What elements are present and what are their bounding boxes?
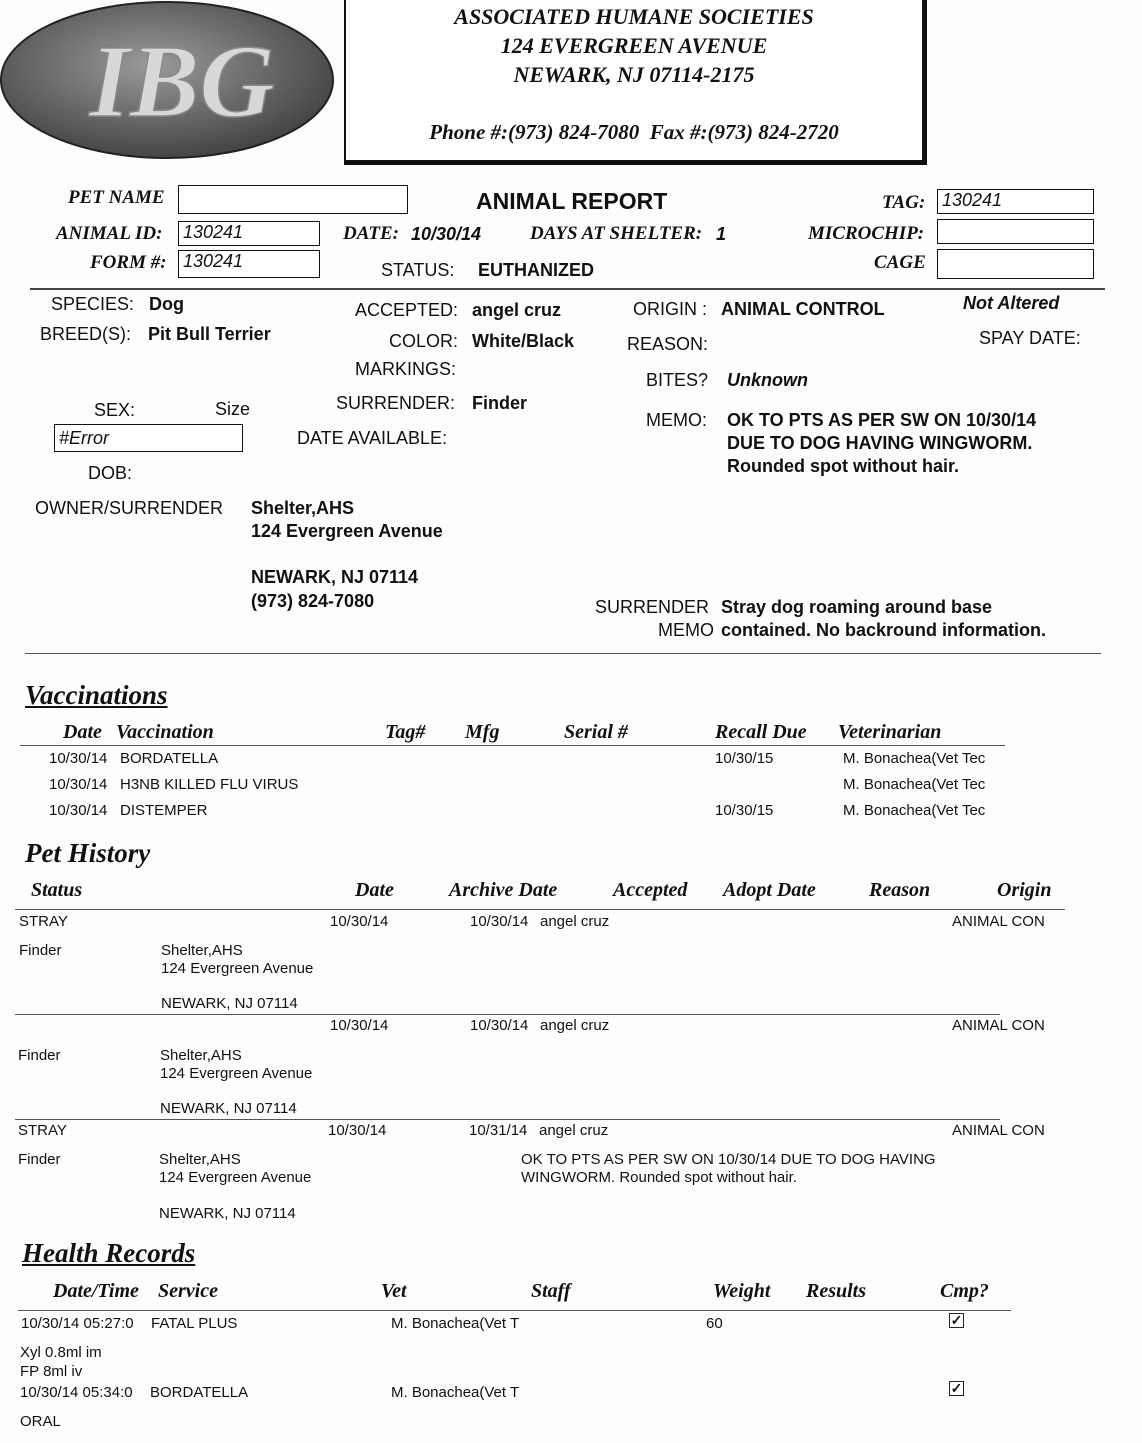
origin-label: ORIGIN : xyxy=(633,299,708,319)
complete-checkbox: ✓ xyxy=(950,1312,963,1328)
microchip-label: MICROCHIP: xyxy=(808,223,925,244)
health-datetime: 10/30/14 05:34:0 xyxy=(20,1384,133,1401)
memo-label: MEMO: xyxy=(646,410,707,430)
health-service: BORDATELLA xyxy=(150,1384,249,1401)
color-value: White/Black xyxy=(472,331,575,351)
health-datetime: 10/30/14 05:27:0 xyxy=(21,1315,134,1332)
vacc-name: BORDATELLA xyxy=(120,750,219,767)
vacc-recall: 10/30/15 xyxy=(715,750,774,767)
health-note: FP 8ml iv xyxy=(20,1363,83,1380)
vacc-col-serial: Serial # xyxy=(564,721,628,743)
hist-archive: 10/30/14 xyxy=(470,1017,529,1034)
hist-city: NEWARK, NJ 07114 xyxy=(159,1205,296,1222)
days-at-shelter-value: 1 xyxy=(716,224,727,244)
hist-archive: 10/30/14 xyxy=(470,913,529,930)
health-note: ORAL xyxy=(20,1413,61,1430)
hist-date: 10/30/14 xyxy=(328,1122,387,1139)
vaccinations-title: Vaccinations xyxy=(25,680,168,710)
pet-name-label: PET NAME xyxy=(68,187,165,208)
owner-name: Shelter,AHS xyxy=(251,498,355,518)
health-vet: M. Bonachea(Vet T xyxy=(391,1315,520,1332)
org-address: 124 EVERGREEN AVENUE xyxy=(500,33,768,58)
hist-address: 124 Evergreen Avenue xyxy=(161,960,314,977)
vacc-recall: 10/30/15 xyxy=(715,802,774,819)
hist-role: Finder xyxy=(19,942,62,959)
bites-value: Unknown xyxy=(727,370,808,390)
breed-value: Pit Bull Terrier xyxy=(148,324,271,344)
health-col-vet: Vet xyxy=(381,1280,407,1302)
hist-accepted: angel cruz xyxy=(540,1017,610,1034)
hist-role: Finder xyxy=(18,1047,61,1064)
hist-status: STRAY xyxy=(18,1122,67,1139)
vacc-col-vet: Veterinarian xyxy=(838,721,942,743)
hist-origin: ANIMAL CON xyxy=(952,913,1045,930)
health-vet: M. Bonachea(Vet T xyxy=(391,1384,520,1401)
form-field: 130241 xyxy=(178,250,320,278)
vacc-header-rule xyxy=(20,745,1005,746)
vacc-vet: M. Bonachea(Vet Tec xyxy=(843,750,986,767)
species-label: SPECIES: xyxy=(51,294,135,314)
memo-line-1: OK TO PTS AS PER SW ON 10/30/14 xyxy=(727,410,1037,430)
days-at-shelter-label: DAYS AT SHELTER: xyxy=(530,223,703,244)
hist-archive: 10/31/14 xyxy=(469,1122,528,1139)
vacc-col-tag: Tag# xyxy=(385,721,426,743)
hist-date: 10/30/14 xyxy=(330,913,389,930)
date-value: 10/30/14 xyxy=(411,224,482,244)
hist-memo-1: OK TO PTS AS PER SW ON 10/30/14 DUE TO DOG HAVING xyxy=(521,1151,936,1168)
complete-checkbox: ✓ xyxy=(950,1380,963,1396)
hist-col-status: Status xyxy=(31,879,83,901)
health-col-results: Results xyxy=(806,1280,867,1302)
hist-row-rule xyxy=(15,1119,1000,1120)
details-divider xyxy=(25,653,1101,654)
pet-name-field xyxy=(178,185,408,214)
hist-col-archive: Archive Date xyxy=(449,879,558,901)
spay-date-label: SPAY DATE: xyxy=(979,328,1081,348)
memo-line-3: Rounded spot without hair. xyxy=(727,456,959,476)
owner-address: 124 Evergreen Avenue xyxy=(251,521,443,541)
size-label: Size xyxy=(215,399,251,419)
health-col-service: Service xyxy=(158,1280,218,1302)
hist-date: 10/30/14 xyxy=(330,1017,389,1034)
breed-label: BREED(S): xyxy=(40,324,132,344)
hist-status: STRAY xyxy=(19,913,68,930)
pet-history-title: Pet History xyxy=(25,838,151,868)
health-col-staff: Staff xyxy=(531,1280,571,1302)
hist-role: Finder xyxy=(18,1151,61,1168)
markings-label: MARKINGS: xyxy=(355,359,457,379)
hist-address: 124 Evergreen Avenue xyxy=(159,1169,312,1186)
vacc-date: 10/30/14 xyxy=(49,750,108,767)
surrender-memo-line-2: contained. No backround information. xyxy=(721,620,1047,640)
health-records-title: Health Records xyxy=(22,1238,196,1268)
hist-col-reason: Reason xyxy=(869,879,931,901)
health-note: Xyl 0.8ml im xyxy=(20,1344,102,1361)
hist-col-origin: Origin xyxy=(997,879,1052,901)
cage-label: CAGE xyxy=(874,252,926,273)
hist-name: Shelter,AHS xyxy=(159,1151,241,1168)
surrender-memo-label-2: MEMO xyxy=(658,620,714,640)
reason-label: REASON: xyxy=(627,334,709,354)
hist-accepted: angel cruz xyxy=(540,913,610,930)
org-name: ASSOCIATED HUMANE SOCIETIES xyxy=(454,4,814,29)
health-col-complete: Cmp? xyxy=(940,1280,989,1302)
cage-field xyxy=(937,249,1094,279)
status-label: STATUS: xyxy=(381,260,455,280)
tag-label: TAG: xyxy=(882,192,926,213)
animal-id-label: ANIMAL ID: xyxy=(56,223,163,244)
origin-value: ANIMAL CONTROL xyxy=(721,299,885,319)
header-divider xyxy=(30,288,1105,290)
memo-line-2: DUE TO DOG HAVING WINGWORM. xyxy=(727,433,1033,453)
health-col-weight: Weight xyxy=(713,1280,771,1302)
hist-col-accepted: Accepted xyxy=(613,879,688,901)
hist-col-date: Date xyxy=(355,879,394,901)
health-header-rule xyxy=(18,1310,1011,1311)
altered-status: Not Altered xyxy=(963,293,1060,313)
owner-phone: (973) 824-7080 xyxy=(251,591,375,611)
animal-id-field: 130241 xyxy=(178,221,320,246)
dob-label: DOB: xyxy=(88,463,133,483)
owner-label: OWNER/SURRENDER xyxy=(35,498,224,518)
color-label: COLOR: xyxy=(389,331,459,351)
vacc-col-date: Date xyxy=(63,721,102,743)
vacc-date: 10/30/14 xyxy=(49,802,108,819)
hist-address: 124 Evergreen Avenue xyxy=(160,1065,313,1082)
hist-accepted: angel cruz xyxy=(539,1122,609,1139)
vacc-vet: M. Bonachea(Vet Tec xyxy=(843,802,986,819)
report-title: ANIMAL REPORT xyxy=(476,188,668,214)
accepted-label: ACCEPTED: xyxy=(355,300,459,320)
health-col-datetime: Date/Time xyxy=(53,1280,139,1302)
vacc-col-recall: Recall Due xyxy=(715,721,807,743)
hist-origin: ANIMAL CON xyxy=(952,1017,1045,1034)
logo-text: IBG xyxy=(89,24,275,139)
hist-city: NEWARK, NJ 07114 xyxy=(160,1100,297,1117)
form-label: FORM #: xyxy=(90,252,167,273)
surrender-label: SURRENDER: xyxy=(336,393,456,413)
accepted-value: angel cruz xyxy=(472,300,562,320)
vacc-vet: M. Bonachea(Vet Tec xyxy=(843,776,986,793)
org-phone-fax: Phone #:(973) 824-7080 Fax #:(973) 824-2720 xyxy=(429,120,839,144)
ibg-logo xyxy=(0,0,340,162)
hist-name: Shelter,AHS xyxy=(160,1047,242,1064)
bites-label: BITES? xyxy=(646,370,709,390)
hist-city: NEWARK, NJ 07114 xyxy=(161,995,298,1012)
vacc-name: DISTEMPER xyxy=(120,802,208,819)
hist-memo-2: WINGWORM. Rounded spot without hair. xyxy=(521,1169,797,1186)
surrender-value: Finder xyxy=(472,393,528,413)
surrender-memo-line-1: Stray dog roaming around base xyxy=(721,597,993,617)
vacc-col-vaccination: Vaccination xyxy=(116,721,214,743)
hist-name: Shelter,AHS xyxy=(161,942,243,959)
tag-field: 130241 xyxy=(937,189,1094,214)
surrender-memo-label-1: SURRENDER xyxy=(595,597,710,617)
hist-origin: ANIMAL CON xyxy=(952,1122,1045,1139)
vacc-name: H3NB KILLED FLU VIRUS xyxy=(120,776,299,793)
owner-city: NEWARK, NJ 07114 xyxy=(251,567,419,587)
health-weight: 60 xyxy=(706,1315,723,1332)
microchip-field xyxy=(937,219,1094,244)
status-value: EUTHANIZED xyxy=(478,260,594,280)
sex-label: SEX: xyxy=(94,400,136,420)
health-service: FATAL PLUS xyxy=(151,1315,238,1332)
org-city: NEWARK, NJ 07114-2175 xyxy=(513,62,755,87)
species-value: Dog xyxy=(149,294,184,314)
vacc-date: 10/30/14 xyxy=(49,776,108,793)
hist-col-adopt: Adopt Date xyxy=(723,879,816,901)
hist-header-rule xyxy=(15,909,1065,910)
date-label: DATE: xyxy=(343,223,399,244)
sex-field: #Error xyxy=(54,424,243,452)
vacc-col-mfg: Mfg xyxy=(465,721,500,743)
hist-row-rule xyxy=(15,1014,1000,1015)
date-available-label: DATE AVAILABLE: xyxy=(297,428,448,448)
